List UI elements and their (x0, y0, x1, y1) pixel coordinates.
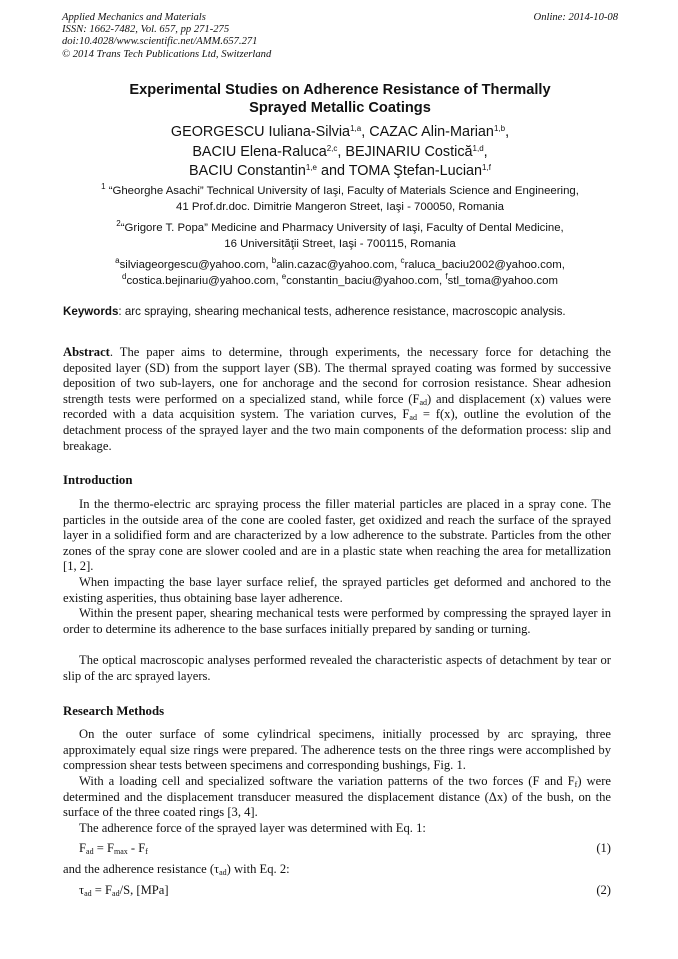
author-name: BACIU Constantin (189, 163, 306, 180)
paper-title (62, 81, 618, 117)
email-sup: c (400, 256, 405, 265)
online-date: Online: 2014-10-08 (533, 12, 618, 23)
eq-term: - F (127, 841, 146, 855)
author-name: TOMA Ştefan-Lucian (348, 163, 483, 180)
email-link[interactable]: alin.cazac@yahoo.com (276, 259, 395, 271)
keywords-label: Keywords (63, 305, 119, 318)
equation-number: (2) (596, 883, 611, 897)
methods-paragraph-3: The adherence force of the sprayed layer was determined with Eq. 1: (79, 821, 426, 835)
author-name: BACIU Elena-Raluca (192, 143, 327, 160)
affiliation-2-line-1 (62, 220, 618, 236)
subscript: ad (219, 868, 227, 877)
methods-paragraph-2 (63, 774, 611, 821)
title-line-1: Experimental Studies on Adherence Resistance of Thermally (129, 82, 551, 98)
email-sup: a (115, 256, 120, 265)
methods-text: ) with Eq. 2: (226, 862, 290, 876)
abstract-label: Abstract (63, 345, 110, 359)
email-separator: , (394, 259, 401, 271)
email-link[interactable]: costica.bejinariu@yahoo.com (126, 275, 276, 287)
journal-header (62, 12, 271, 61)
author-name: CAZAC Alin-Marian (369, 124, 494, 140)
eq-term: τ (79, 883, 85, 897)
methods-paragraph-4 (63, 862, 611, 878)
intro-paragraph-3: Within the present paper, shearing mechanical tests were performed by compressing the sprayed layer in order to determine its adherence to the base surfaces initially prepared by sanding or turning. (63, 606, 611, 636)
subscript: ad (409, 413, 417, 423)
methods-text: and the adherence resistance (τ (63, 862, 220, 876)
subscript: ad (84, 889, 92, 898)
subscript: f (145, 847, 148, 856)
email-list (62, 257, 618, 289)
intro-paragraph-1: In the thermo-electric arc spraying process the filler material particles are placed in a spray cone. The particles in the outside area of the cone are cooled faster, get oxidized and reach the surface of the sprayed layer in a solidified form and are characterized by a low adherence to the substrate. Particles from the other zones of the spray cone are slower cooled and are in a plastic state when reaching the area for metallization [1, 2]. (63, 497, 611, 574)
equation-number: (1) (596, 841, 611, 855)
author-separator: and (316, 163, 349, 180)
affiliation-text: “Gheorghe Asachi” Technical University of Iaşi, Faculty of Materials Science and Engineering, (105, 185, 579, 197)
email-link[interactable]: silviageorgescu@yahoo.com (119, 259, 266, 271)
email-separator: , (561, 259, 565, 271)
email-sup: e (281, 272, 287, 281)
eq-term: = F (93, 841, 114, 855)
abstract-text: = f(x), outline the evolution of the detachment process of the sprayed layer and the two main components of the deformation process: slip and breakage. (63, 407, 611, 453)
doi-line: doi:10.4028/www.scientific.net/AMM.657.271 (62, 36, 258, 48)
keywords-text: : arc spraying, shearing mechanical tests, adherence resistance, macroscopic analysis. (118, 305, 566, 318)
email-sup: d (122, 272, 127, 281)
eq-term: /S, [MPa] (119, 883, 169, 897)
eq-term: F (79, 841, 87, 855)
email-line-1 (62, 257, 618, 273)
author-line-1 (62, 123, 618, 143)
intro-paragraph-4: The optical macroscopic analyses performed revealed the characteristic aspects of detachment by tear or slip of the arc sprayed layers. (63, 653, 611, 683)
email-line-2 (62, 273, 618, 289)
methods-text: With a loading cell and specialized software the variation patterns of the two forces (F and F (79, 774, 575, 788)
equation-1 (79, 841, 611, 856)
affiliation-sup: 2 (116, 219, 121, 228)
section-heading-research-methods: Research Methods (63, 704, 165, 718)
methods-text: ) were determined and the displacement transducer measured the displacement distance (Δx) of the bush, on the surface of the three coated rings [3, 4]. (63, 774, 611, 820)
email-sup: f (445, 272, 448, 281)
author-list (62, 123, 618, 182)
author-separator: , (361, 124, 370, 140)
author-sup: 1,e (305, 163, 317, 173)
affiliation-1 (62, 183, 618, 215)
copyright-line: © 2014 Trans Tech Publications Ltd, Switzerland (62, 48, 272, 60)
affiliation-sup: 1 (101, 182, 106, 191)
author-line-2 (62, 143, 618, 163)
email-separator: , (265, 259, 272, 271)
intro-paragraph-2: When impacting the base layer surface relief, the sprayed particles get deformed and anchored to the existing asperities, thus obtaining base layer adherence. (63, 575, 611, 605)
subscript: ad (419, 397, 428, 407)
author-sup: 1,f (482, 163, 491, 173)
author-sup: 1,a (350, 124, 362, 133)
affiliation-2-line-2: 16 Universităţii Street, Iaşi - 700115, Romania (224, 238, 456, 250)
email-link[interactable]: stl_toma@yahoo.com (447, 275, 558, 287)
author-sup: 1,b (493, 124, 506, 133)
author-sup: 1,d (472, 143, 484, 153)
subscript: ad (86, 847, 94, 856)
email-separator: , (439, 275, 446, 287)
affiliation-2 (62, 220, 618, 252)
subscript: f (574, 780, 578, 789)
affiliation-text: “Grigore T. Popa” Medicine and Pharmacy University of Iaşi, Faculty of Dental Medicine, (120, 222, 564, 234)
affiliation-1-line-2: 41 Prof.dr.doc. Dimitrie Mangeron Street, Iaşi - 700050, Romania (176, 201, 504, 213)
author-name: BEJINARIU Costică (345, 143, 473, 160)
title-line-2: Sprayed Metallic Coatings (249, 100, 431, 116)
email-link[interactable]: constantin_baciu@yahoo.com (286, 275, 440, 287)
equation-2 (79, 883, 611, 898)
email-link[interactable]: raluca_baciu2002@yahoo.com (404, 259, 562, 271)
keywords (63, 305, 619, 319)
author-name: GEORGESCU Iuliana-Silvia (170, 124, 351, 140)
journal-name: Applied Mechanics and Materials (62, 12, 206, 23)
eq-term: = F (91, 883, 113, 897)
email-sup: b (271, 256, 277, 265)
methods-paragraph-1: On the outer surface of some cylindrical specimens, initially processed by arc spraying, three approximately equal size rings were prepared. The adherence tests on the three rings were accomplished by compression shear tests between specimens and corresponding bushings, Fig. 1. (63, 727, 611, 773)
issn-line: ISSN: 1662-7482, Vol. 657, pp 271-275 (62, 24, 230, 36)
subscript: max (113, 847, 128, 856)
subscript: ad (112, 889, 120, 898)
email-separator: , (275, 275, 282, 287)
author-sup: 2,c (326, 143, 338, 153)
affiliation-1-line-1 (62, 183, 618, 199)
author-separator: , (337, 143, 346, 160)
abstract-text: ) and displacement (x) values were recorded with a data acquisition system. The variation curves, F (63, 391, 611, 422)
author-line-3 (62, 162, 618, 182)
author-separator: , (505, 124, 510, 140)
abstract (63, 345, 611, 454)
section-heading-introduction: Introduction (63, 473, 133, 487)
author-separator: , (483, 143, 488, 160)
abstract-text: . The paper aims to determine, through experiments, the necessary force for detaching the deposited layer (SD) from the support layer (SB). The thermal sprayed coating was formed by successive deposition of two sub-layers, one for anchorage and the second for corrosion resistance. Shear adhesion strength tests were performed on a specialized stand, while force (F (63, 345, 611, 406)
